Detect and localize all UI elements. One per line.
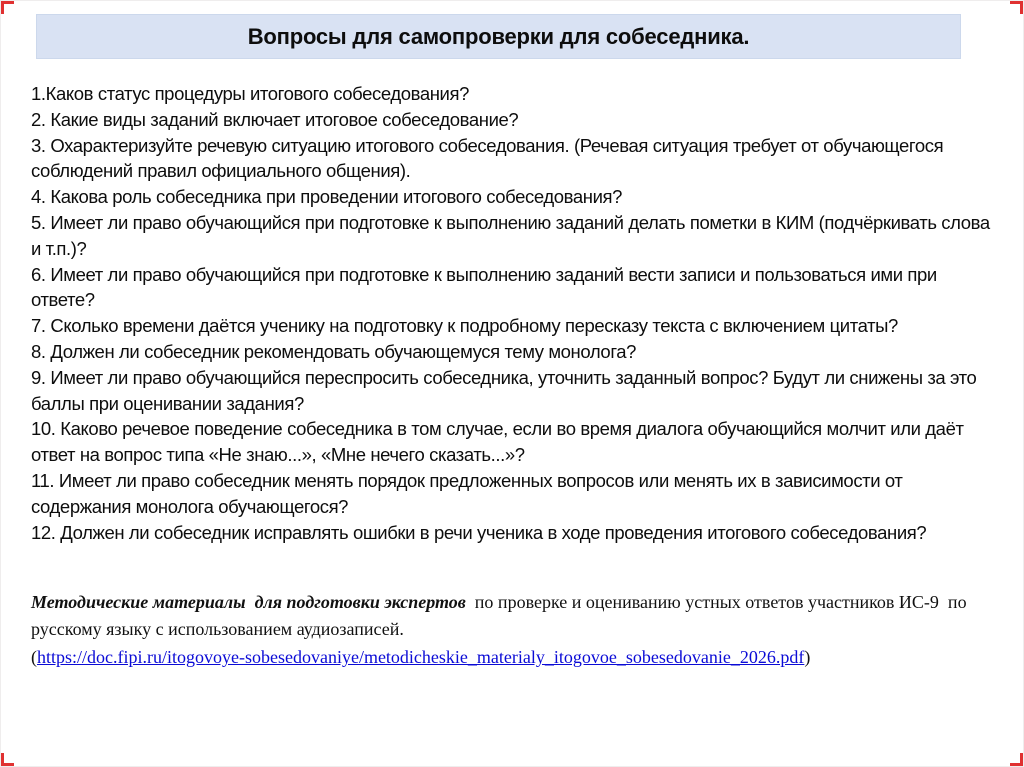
corner-mark-bottom-left — [1, 753, 14, 766]
link-open-paren: ( — [31, 647, 37, 667]
question-item: 10. Каково речевое поведение собеседника в том случае, если во время диалога обучающийся молчит или даёт ответ на вопрос типа «Не знаю...», «Мне нечего сказать...»? — [31, 418, 969, 466]
footer-body-text: по проверке и оцениванию устных ответов участников ИС-9 по русскому языку с использованием аудиозаписей. — [31, 592, 972, 639]
corner-mark-top-left — [1, 1, 14, 14]
question-item: 2. Какие виды заданий включает итоговое собеседование? — [31, 108, 519, 130]
question-item: 6. Имеет ли право обучающийся при подготовке к выполнению заданий вести записи и пользоваться ими при ответе? — [31, 263, 942, 311]
questions-list — [31, 81, 999, 545]
title-bar — [36, 14, 961, 59]
question-item: 1.Каков статус процедуры итогового собеседования? — [31, 83, 469, 104]
question-item: 7. Сколько времени даётся ученику на подготовку к подробному пересказу текста с включением цитаты? — [31, 315, 898, 337]
question-item: 12. Должен ли собеседник исправлять ошибки в речи ученика в ходе проведения итогового собеседования? — [31, 521, 927, 543]
question-item: 11. Имеет ли право собеседник менять порядок предложенных вопросов или менять их в зависимости от содержания монолога обучающегося? — [31, 469, 908, 517]
footer-lead-text: Методические материалы для подготовки экспертов — [31, 592, 466, 612]
link-close-paren: ) — [804, 647, 811, 667]
page-title: Вопросы для самопроверки для собеседника. — [247, 23, 750, 49]
question-item: 4. Какова роль собеседника при проведении итогового собеседования? — [31, 186, 623, 208]
document-link[interactable]: https://doc.fipi.ru/itogovoye-sobesedovaniye/metodicheskie_materialy_itogovoe_sobesedovanie_2026.pdf — [37, 647, 805, 667]
footer-note — [31, 589, 999, 671]
corner-mark-bottom-right — [1010, 753, 1023, 766]
question-item: 3. Охарактеризуйте речевую ситуацию итогового собеседования. (Речевая ситуация требует от обучающегося соблюдений правил официального общения). — [31, 134, 948, 182]
footer-link-line — [31, 644, 999, 671]
question-item: 5. Имеет ли право обучающийся при подготовке к выполнению заданий делать пометки в КИМ (подчёркивать слова и т.п.)? — [31, 211, 995, 259]
corner-mark-top-right — [1010, 1, 1023, 14]
question-item: 9. Имеет ли право обучающийся переспросить собеседника, уточнить заданный вопрос? Будут ли снижены за это баллы при оценивании задания? — [31, 366, 982, 414]
question-item: 8. Должен ли собеседник рекомендовать обучающемуся тему монолога? — [31, 340, 637, 362]
